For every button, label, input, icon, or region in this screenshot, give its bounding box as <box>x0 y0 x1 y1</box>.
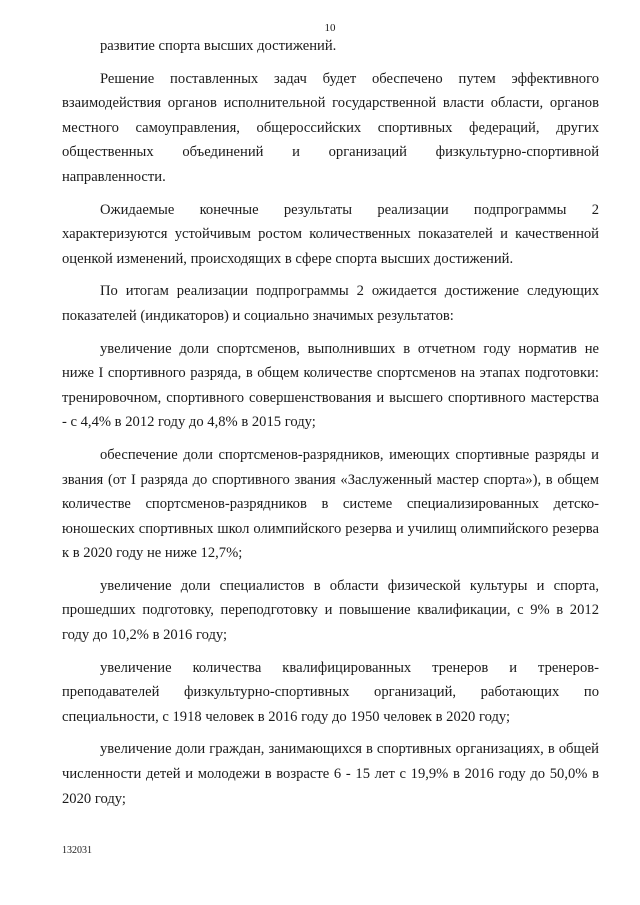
document-code: 132031 <box>62 845 92 856</box>
paragraph-citizens-share: увеличение доли граждан, занимающихся в спортивных организациях, в общей численности детей и молодежи в возрасте 6 - 15 лет с 19,9% в 2016 году до 50,0% в 2020 году; <box>62 741 599 807</box>
paragraph-continuation: развитие спорта высших достижений. <box>100 38 337 54</box>
paragraph-expected-results: Ожидаемые конечные результаты реализации подпрограммы 2 характеризуются устойчивым ростом количественных показателей и качественной оценкой изменений, происходящих в сфере спорта высших достижений. <box>62 201 599 267</box>
paragraph-ranked-athletes-share: обеспечение доли спортсменов-разрядников, имеющих спортивные разряды и звания (от I разряда до спортивного звания «Заслуженный мастер спорта»), в общем количестве спортсменов-разрядников в системе специализированных детско-юношеских спортивных школ олимпийского резерва и училищ олимпийского резерва к в 2020 году не ниже 12,7%; <box>62 446 599 562</box>
paragraph-athletes-share: увеличение доли спортсменов, выполнивших в отчетном году норматив не ниже I спортивного разряда, в общем количестве спортсменов на этапах подготовки: тренировочном, спортивного совершенствования и высшего спортивного мастерства - с 4,4% в 2012 году до 4,8% в 2015 году; <box>62 340 599 431</box>
paragraph-indicators-intro: По итогам реализации подпрограммы 2 ожидается достижение следующих показателей (индикаторов) и социально значимых результатов: <box>62 283 599 324</box>
paragraph-tasks-solution: Решение поставленных задач будет обеспечено путем эффективного взаимодействия органов исполнительной государственной власти области, органов местного самоуправления, общероссийских спортивных федераций, других общественных объединений и организаций физкультурно-спортивной направленности. <box>62 70 599 185</box>
document-body <box>62 34 599 811</box>
paragraph-coaches-count: увеличение количества квалифицированных тренеров и тренеров-преподавателей физкультурно-спортивных организаций, работающих по специальности, с 1918 человек в 2016 году до 1950 человек в 2020 году; <box>62 659 599 725</box>
page-number: 10 <box>324 22 336 34</box>
paragraph-specialists-share: увеличение доли специалистов в области физической культуры и спорта, прошедших подготовку, переподготовку и повышение квалификации, с 9% в 2012 году до 10,2% в 2016 году; <box>62 577 599 644</box>
